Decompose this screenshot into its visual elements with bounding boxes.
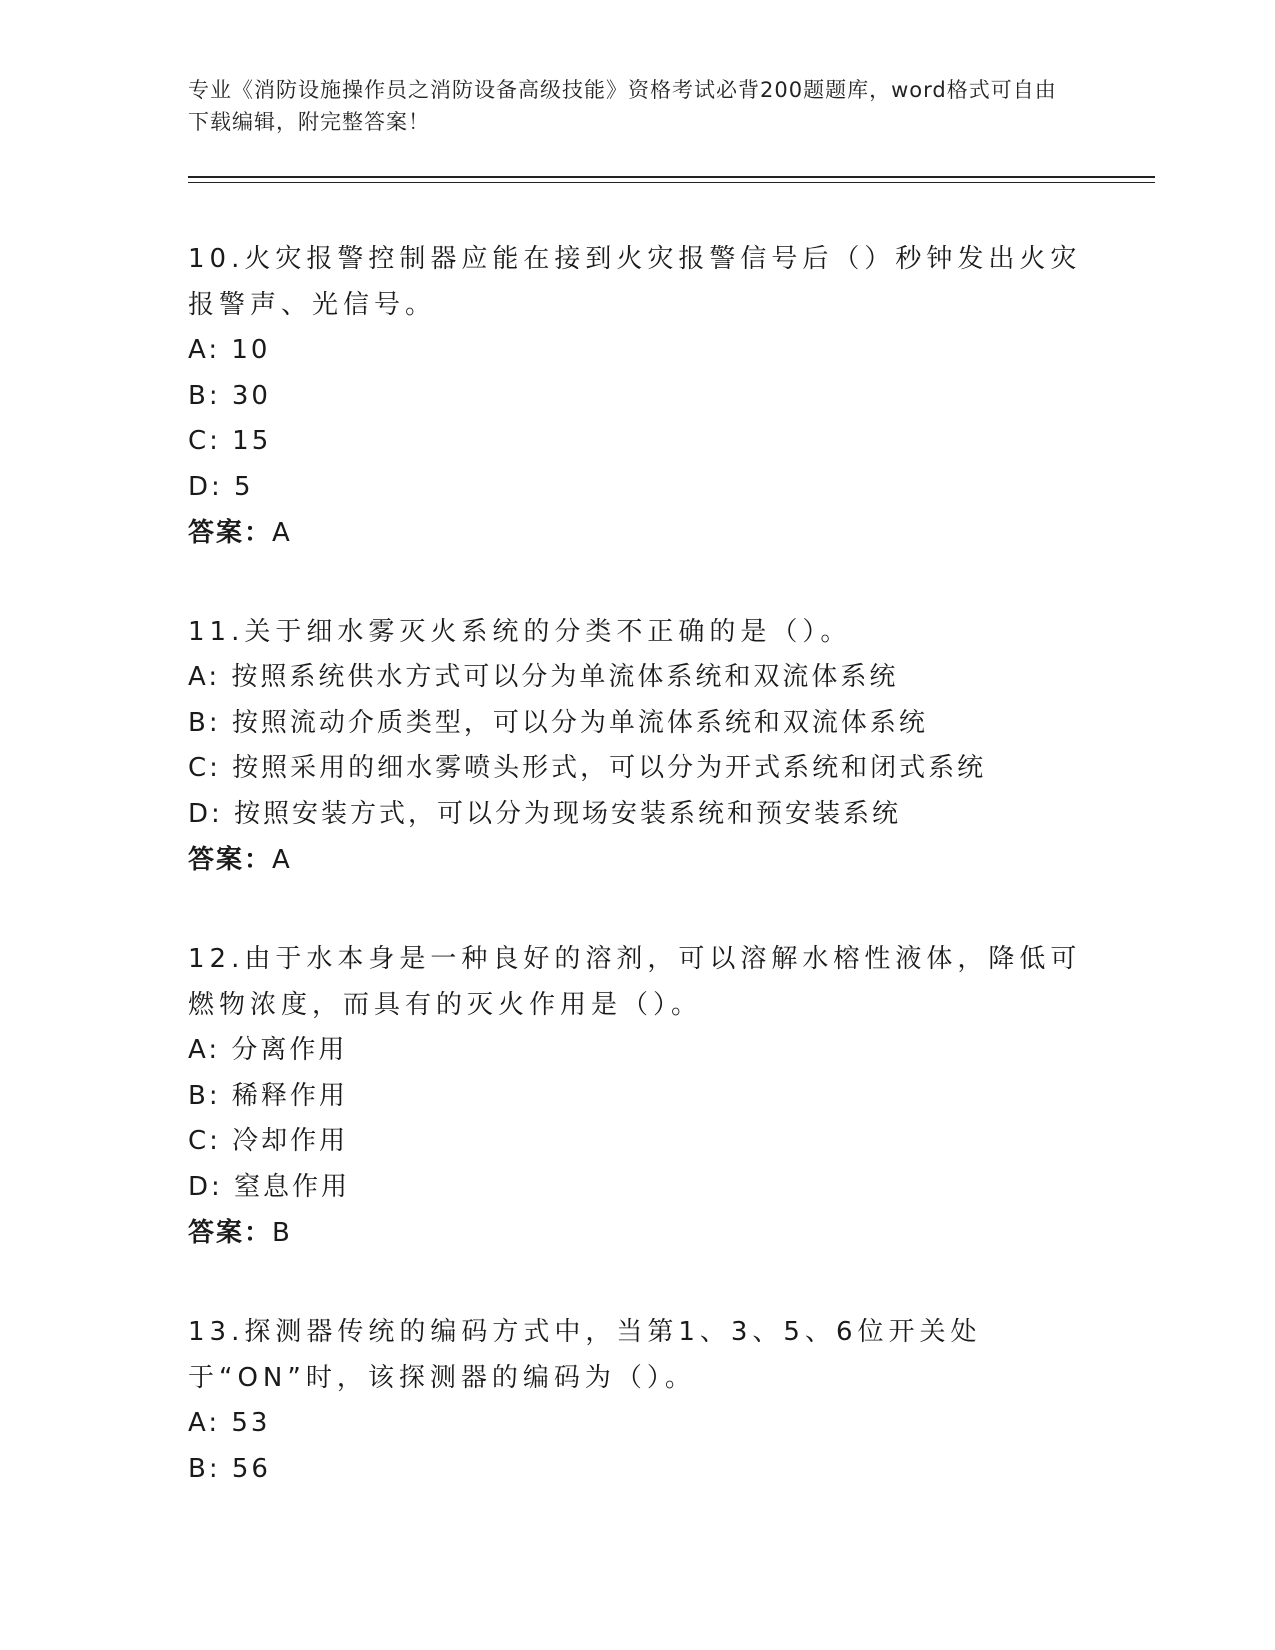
header-divider — [188, 176, 1155, 178]
answer-value: B — [272, 1218, 292, 1248]
question-13 — [188, 1309, 1088, 1492]
question-list — [188, 236, 1088, 1545]
option-a: A: 按照系统供水方式可以分为单流体系统和双流体系统 — [188, 662, 899, 692]
document-header: 专业《消防设施操作员之消防设备高级技能》资格考试必背200题题库，word格式可自由下载编辑，附完整答案！ — [188, 78, 1057, 134]
question-11 — [188, 609, 1088, 883]
question-text: 11.关于细水雾灭火系统的分类不正确的是（）。 — [188, 617, 852, 647]
option-b: B: 按照流动介质类型，可以分为单流体系统和双流体系统 — [188, 707, 928, 738]
answer-label: 答案： — [188, 1218, 273, 1248]
option-c: C: 按照采用的细水雾喷头形式，可以分为开式系统和闭式系统 — [188, 753, 987, 783]
question-text: 10.火灾报警控制器应能在接到火灾报警信号后（）秒钟发出火灾报警声、光信号。 — [188, 244, 1082, 320]
option-b: B: 稀释作用 — [188, 1080, 348, 1111]
option-d: D: 5 — [188, 471, 254, 502]
option-d: D: 窒息作用 — [188, 1171, 351, 1202]
question-10 — [188, 236, 1088, 556]
answer-value: A — [272, 845, 292, 875]
option-c: C: 冷却作用 — [188, 1126, 349, 1156]
answer-label: 答案： — [188, 845, 273, 875]
option-a: A: 10 — [188, 335, 271, 365]
question-text: 13.探测器传统的编码方式中，当第1、3、5、6位开关处于“ON”时，该探测器的编码为（）。 — [188, 1317, 982, 1393]
option-b: B: 30 — [188, 380, 271, 411]
answer-label: 答案： — [188, 518, 273, 548]
answer-line — [188, 837, 1088, 883]
header-divider-thin — [188, 182, 1155, 183]
option-c: C: 15 — [188, 426, 272, 456]
answer-line — [188, 510, 1088, 556]
option-a: A: 53 — [188, 1408, 271, 1438]
question-text: 12.由于水本身是一种良好的溶剂，可以溶解水榕性液体，降低可燃物浓度，而具有的灭火作用是（）。 — [188, 944, 1082, 1020]
answer-line — [188, 1210, 1088, 1256]
question-12 — [188, 936, 1088, 1256]
answer-value: A — [272, 518, 292, 548]
option-b: B: 56 — [188, 1453, 271, 1484]
option-a: A: 分离作用 — [188, 1035, 348, 1065]
option-d: D: 按照安装方式，可以分为现场安装系统和预安装系统 — [188, 798, 902, 829]
